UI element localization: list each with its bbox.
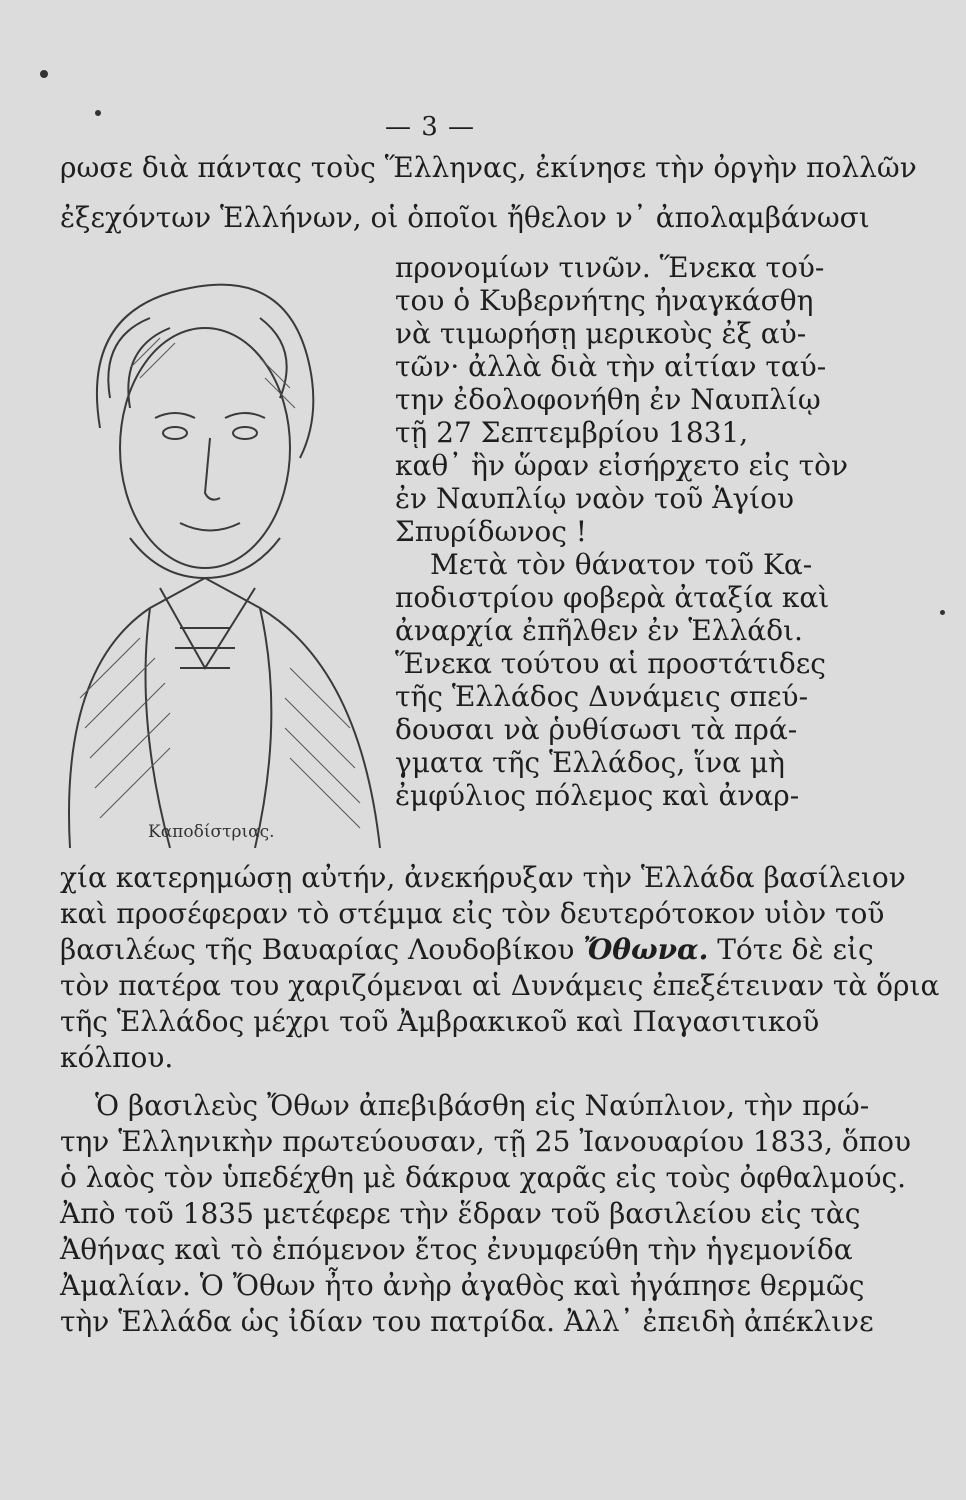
text-line: κόλπου. — [60, 1041, 174, 1074]
text-line: Ὁ βασιλεὺς Ὄθων ἀπεβιβάσθη εἰς Ναύπλιον, τὴν πρώ- — [95, 1089, 870, 1122]
text-line: τῆς Ἑλλάδος μέχρι τοῦ Ἀμβρακικοῦ καὶ Παγασιτικοῦ — [60, 1005, 820, 1038]
text-line: τῶν· ἀλλὰ διὰ τὴν αἰτίαν ταύ- — [395, 350, 827, 383]
text-line: καὶ προσέφεραν τὸ στέμμα εἰς τὸν δευτερότοκον υἱὸν τοῦ — [60, 897, 885, 930]
text-line: νὰ τιμωρήσῃ μερικοὺς ἐξ αὐ- — [395, 317, 807, 350]
portrait-engraving — [40, 248, 420, 848]
text-line: την ἐδολοφονήθη ἐν Ναυπλίῳ — [395, 383, 821, 416]
text-line: τῇ 27 Σεπτεμβρίου 1831, — [395, 416, 749, 449]
paper-speck — [95, 110, 101, 116]
text-line: ρωσε διὰ πάντας τοὺς Ἕλληνας, ἐκίνησε τὴν ὀργὴν πολλῶν — [60, 151, 917, 184]
text-line: δουσαι νὰ ῥυθίσωσι τὰ πρά- — [395, 713, 798, 746]
text-line: τῆς Ἑλλάδος Δυνάμεις σπεύ- — [395, 680, 809, 713]
text-line: τὸν πατέρα του χαριζόμεναι αἱ Δυνάμεις ἐπεξέτειναν τὰ ὅρια — [60, 969, 940, 1002]
text-line: προνομίων τινῶν. Ἕνεκα τού- — [395, 251, 825, 284]
text-line: ποδιστρίου φοβερὰ ἀταξία καὶ — [395, 581, 830, 614]
text-line: Ἀμαλίαν. Ὁ Ὄθων ἦτο ἀνὴρ ἀγαθὸς καὶ ἠγάπησε θερμῶς — [60, 1269, 865, 1302]
text-line: Ἕνεκα τούτου αἱ προστάτιδες — [395, 647, 826, 680]
text-line: χία κατερημώσῃ αὐτήν, ἀνεκήρυξαν τὴν Ἑλλάδα βασίλειον — [60, 861, 906, 894]
portrait-caption: Καποδίστριας. — [148, 822, 275, 842]
text-line: Ἀθήνας καὶ τὸ ἑπόμενον ἔτος ἐνυμφεύθη τὴν ἡγεμονίδα — [60, 1233, 853, 1266]
paper-speck — [40, 70, 48, 78]
text-line: Ἀπὸ τοῦ 1835 μετέφερε τὴν ἕδραν τοῦ βασιλείου εἰς τὰς — [60, 1197, 861, 1230]
text-line: ἐμφύλιος πόλεμος καὶ ἀναρ- — [395, 779, 800, 812]
text-line: ἐν Ναυπλίῳ ναὸν τοῦ Ἁγίου — [395, 482, 795, 515]
text-line: ὁ λαὸς τὸν ὑπεδέχθη μὲ δάκρυα χαρᾶς εἰς τοὺς ὀφθαλμούς. — [60, 1161, 907, 1194]
text-line — [60, 933, 874, 966]
text-line: καθ᾿ ἣν ὥραν εἰσήρχετο εἰς τὸν — [395, 449, 848, 482]
name-othon: Ὄθωνα. — [583, 933, 709, 966]
text-span: βασιλέως τῆς Βαυαρίας Λουδοβίκου — [60, 933, 575, 966]
text-line: ἐξεχόντων Ἑλλήνων, οἱ ὁποῖοι ἤθελον ν᾿ ἀπολαμβάνωσι — [60, 201, 870, 234]
paper-speck — [940, 610, 945, 615]
page-number: — 3 — — [384, 112, 476, 142]
text-line: ἀναρχία ἐπῆλθεν ἐν Ἑλλάδι. — [395, 614, 803, 647]
text-line: τὴν Ἑλλάδα ὡς ἰδίαν του πατρίδα. Ἀλλ᾿ ἐπειδὴ ἀπέκλινε — [60, 1305, 874, 1338]
text-line: Σπυρίδωνος ! — [395, 515, 588, 548]
text-line: γματα τῆς Ἑλλάδος, ἵνα μὴ — [395, 746, 785, 779]
text-line: Μετὰ τὸν θάνατον τοῦ Κα- — [430, 548, 813, 581]
text-span: Τότε δὲ εἰς — [708, 933, 874, 966]
text-line: του ὁ Κυβερνήτης ἠναγκάσθη — [395, 284, 814, 317]
text-line: την Ἑλληνικὴν πρωτεύουσαν, τῇ 25 Ἰανουαρίου 1833, ὅπου — [60, 1125, 912, 1158]
